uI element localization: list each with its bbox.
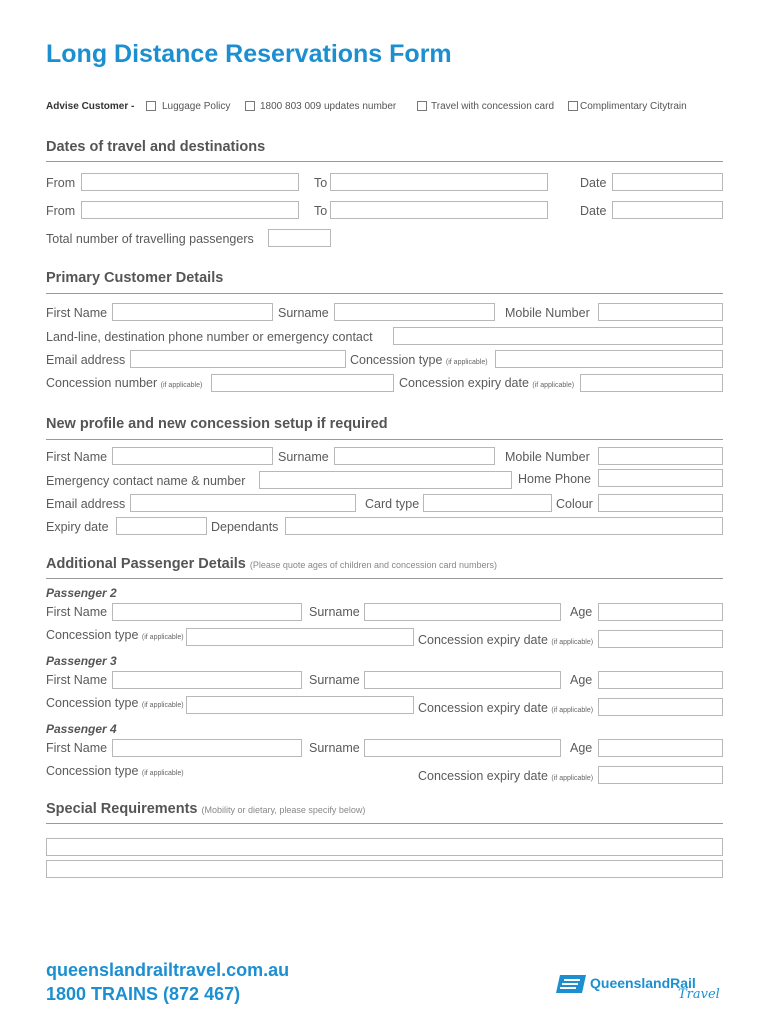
passenger-4-first-name-input[interactable]: [112, 739, 302, 757]
total-passengers-input[interactable]: [268, 229, 331, 247]
passenger-3-age-label: Age: [570, 673, 593, 687]
primary-email-input[interactable]: [130, 350, 346, 368]
date-input-1[interactable]: [612, 173, 723, 191]
additional-section-note: (Please quote ages of children and concession card numbers): [249, 560, 498, 570]
passenger-2-first-name-label: First Name: [46, 605, 108, 619]
passenger-2-concession-expiry-text: Concession expiry date: [418, 633, 548, 647]
dependants-label: Dependants: [211, 520, 279, 534]
primary-mobile-input[interactable]: [598, 303, 723, 321]
total-passengers-label: Total number of travelling passengers: [46, 232, 254, 246]
special-section-title: Special Requirements: [46, 801, 198, 817]
date-label-2: Date: [580, 204, 607, 218]
luggage-policy-checkbox[interactable]: [146, 101, 156, 111]
home-phone-label: Home Phone: [518, 472, 591, 486]
primary-surname-input[interactable]: [334, 303, 495, 321]
passenger-2-concession-type-input[interactable]: [186, 628, 414, 646]
to-label-1: To: [314, 176, 328, 190]
additional-section-divider: [46, 578, 723, 579]
passenger-2-age-input[interactable]: [598, 603, 723, 621]
passenger-3-surname-input[interactable]: [364, 671, 561, 689]
concession-number-input[interactable]: [211, 374, 394, 392]
passenger-4-age-input[interactable]: [598, 739, 723, 757]
queensland-rail-logo-name: QueenslandRail: [590, 975, 696, 991]
colour-label: Colour: [556, 497, 593, 511]
profile-email-label: Email address: [46, 497, 126, 511]
card-type-input[interactable]: [423, 494, 552, 512]
profile-mobile-label: Mobile Number: [505, 450, 590, 464]
profile-surname-label: Surname: [278, 450, 329, 464]
primary-first-name-input[interactable]: [112, 303, 273, 321]
profile-section-divider: [46, 439, 723, 440]
dates-section-heading: Dates of travel and destinations: [46, 139, 266, 155]
dependants-input[interactable]: [285, 517, 723, 535]
special-section-note: (Mobility or dietary, please specify below): [201, 805, 366, 815]
passenger-3-first-name-label: First Name: [46, 673, 108, 687]
advise-customer-label: Advise Customer -: [46, 101, 135, 112]
profile-mobile-input[interactable]: [598, 447, 723, 465]
date-label-1: Date: [580, 176, 607, 190]
queensland-rail-logo: [556, 970, 726, 1006]
home-phone-input[interactable]: [598, 469, 723, 487]
to-label-2: To: [314, 204, 328, 218]
passenger-2-concession-expiry-label: [418, 632, 593, 651]
updates-number-label: 1800 803 009 updates number: [260, 101, 397, 112]
concession-number-label: [46, 375, 202, 394]
profile-email-input[interactable]: [130, 494, 356, 512]
profile-surname-input[interactable]: [334, 447, 495, 465]
additional-section-title: Additional Passenger Details: [46, 556, 246, 572]
passenger-3-heading: Passenger 3: [46, 654, 117, 668]
profile-first-name-label: First Name: [46, 450, 108, 464]
passenger-3-age-input[interactable]: [598, 671, 723, 689]
primary-section-divider: [46, 293, 723, 294]
footer-website[interactable]: queenslandrailtravel.com.au: [46, 960, 290, 980]
primary-concession-expiry-input[interactable]: [580, 374, 723, 392]
landline-label: Land-line, destination phone number or emergency contact: [46, 330, 373, 344]
from-label-2: From: [46, 204, 76, 218]
passenger-2-age-label: Age: [570, 605, 593, 619]
profile-section-heading: New profile and new concession setup if required: [46, 416, 388, 432]
passenger-3-concession-expiry-label: [418, 700, 593, 719]
passenger-4-age-label: Age: [570, 741, 593, 755]
primary-surname-label: Surname: [278, 306, 329, 320]
passenger-3-concession-type-label: [46, 695, 184, 714]
expiry-date-label: Expiry date: [46, 520, 109, 534]
primary-concession-expiry-label: [399, 375, 574, 394]
passenger-3-concession-expiry-input[interactable]: [598, 698, 723, 716]
passenger-3-concession-expiry-note: (if applicable): [551, 707, 594, 714]
complimentary-citytrain-label: Complimentary Citytrain: [580, 101, 687, 112]
primary-section-heading: Primary Customer Details: [46, 270, 224, 286]
luggage-policy-label: Luggage Policy: [162, 101, 231, 112]
primary-concession-type-note: (if applicable): [445, 359, 488, 366]
passenger-2-concession-type-note: (if applicable): [141, 634, 184, 641]
primary-first-name-label: First Name: [46, 306, 108, 320]
queensland-rail-logo-sub: Travel: [678, 987, 720, 1002]
special-requirements-input-2[interactable]: [46, 860, 723, 878]
passenger-4-concession-type-label: [46, 763, 184, 782]
passenger-3-concession-type-input[interactable]: [186, 696, 414, 714]
date-input-2[interactable]: [612, 201, 723, 219]
passenger-4-concession-type-note: (if applicable): [141, 770, 184, 777]
primary-concession-type-text: Concession type: [350, 353, 443, 367]
complimentary-citytrain-checkbox[interactable]: [568, 101, 578, 111]
expiry-date-input[interactable]: [116, 517, 207, 535]
queensland-rail-logo-icon: [556, 973, 588, 995]
landline-input[interactable]: [393, 327, 723, 345]
updates-number-checkbox[interactable]: [245, 101, 255, 111]
special-section-divider: [46, 823, 723, 824]
passenger-2-first-name-input[interactable]: [112, 603, 302, 621]
passenger-2-heading: Passenger 2: [46, 586, 117, 600]
passenger-2-concession-type-text: Concession type: [46, 628, 139, 642]
passenger-2-concession-expiry-note: (if applicable): [551, 639, 594, 646]
passenger-4-concession-expiry-label: [418, 768, 593, 787]
passenger-3-first-name-input[interactable]: [112, 671, 302, 689]
passenger-4-concession-expiry-note: (if applicable): [551, 775, 594, 782]
passenger-4-surname-label: Surname: [309, 741, 360, 755]
passenger-4-concession-expiry-input[interactable]: [598, 766, 723, 784]
from-label-1: From: [46, 176, 76, 190]
primary-concession-type-input[interactable]: [495, 350, 723, 368]
passenger-3-concession-expiry-text: Concession expiry date: [418, 701, 548, 715]
card-type-label: Card type: [365, 497, 420, 511]
concession-card-checkbox[interactable]: [417, 101, 427, 111]
primary-concession-expiry-text: Concession expiry date: [399, 376, 529, 390]
passenger-4-heading: Passenger 4: [46, 722, 117, 736]
passenger-4-concession-expiry-text: Concession expiry date: [418, 769, 548, 783]
footer-phone: 1800 TRAINS (872 467): [46, 984, 241, 1004]
primary-concession-expiry-note: (if applicable): [532, 382, 575, 389]
colour-input[interactable]: [598, 494, 723, 512]
emergency-contact-input[interactable]: [259, 471, 512, 489]
primary-mobile-label: Mobile Number: [505, 306, 590, 320]
page-title: Long Distance Reservations Form: [46, 40, 452, 68]
primary-concession-type-label: [350, 352, 488, 371]
passenger-2-concession-expiry-input[interactable]: [598, 630, 723, 648]
passenger-3-concession-type-text: Concession type: [46, 696, 139, 710]
passenger-4-concession-type-text: Concession type: [46, 764, 139, 778]
concession-number-text: Concession number: [46, 376, 158, 390]
special-section-heading: [46, 800, 365, 819]
concession-number-note: (if applicable): [160, 382, 203, 389]
passenger-2-surname-input[interactable]: [364, 603, 561, 621]
profile-first-name-input[interactable]: [112, 447, 273, 465]
from-input-2[interactable]: [81, 201, 299, 219]
emergency-contact-label: Emergency contact name & number: [46, 474, 246, 488]
passenger-4-first-name-label: First Name: [46, 741, 108, 755]
dates-section-divider: [46, 161, 723, 162]
passenger-3-surname-label: Surname: [309, 673, 360, 687]
concession-card-label: Travel with concession card: [431, 101, 555, 112]
to-input-2[interactable]: [330, 201, 548, 219]
additional-section-heading: [46, 555, 497, 574]
passenger-3-concession-type-note: (if applicable): [141, 702, 184, 709]
primary-email-label: Email address: [46, 353, 126, 367]
special-requirements-input-1[interactable]: [46, 838, 723, 856]
passenger-2-surname-label: Surname: [309, 605, 360, 619]
passenger-4-surname-input[interactable]: [364, 739, 561, 757]
to-input-1[interactable]: [330, 173, 548, 191]
from-input-1[interactable]: [81, 173, 299, 191]
passenger-2-concession-type-label: [46, 627, 184, 646]
